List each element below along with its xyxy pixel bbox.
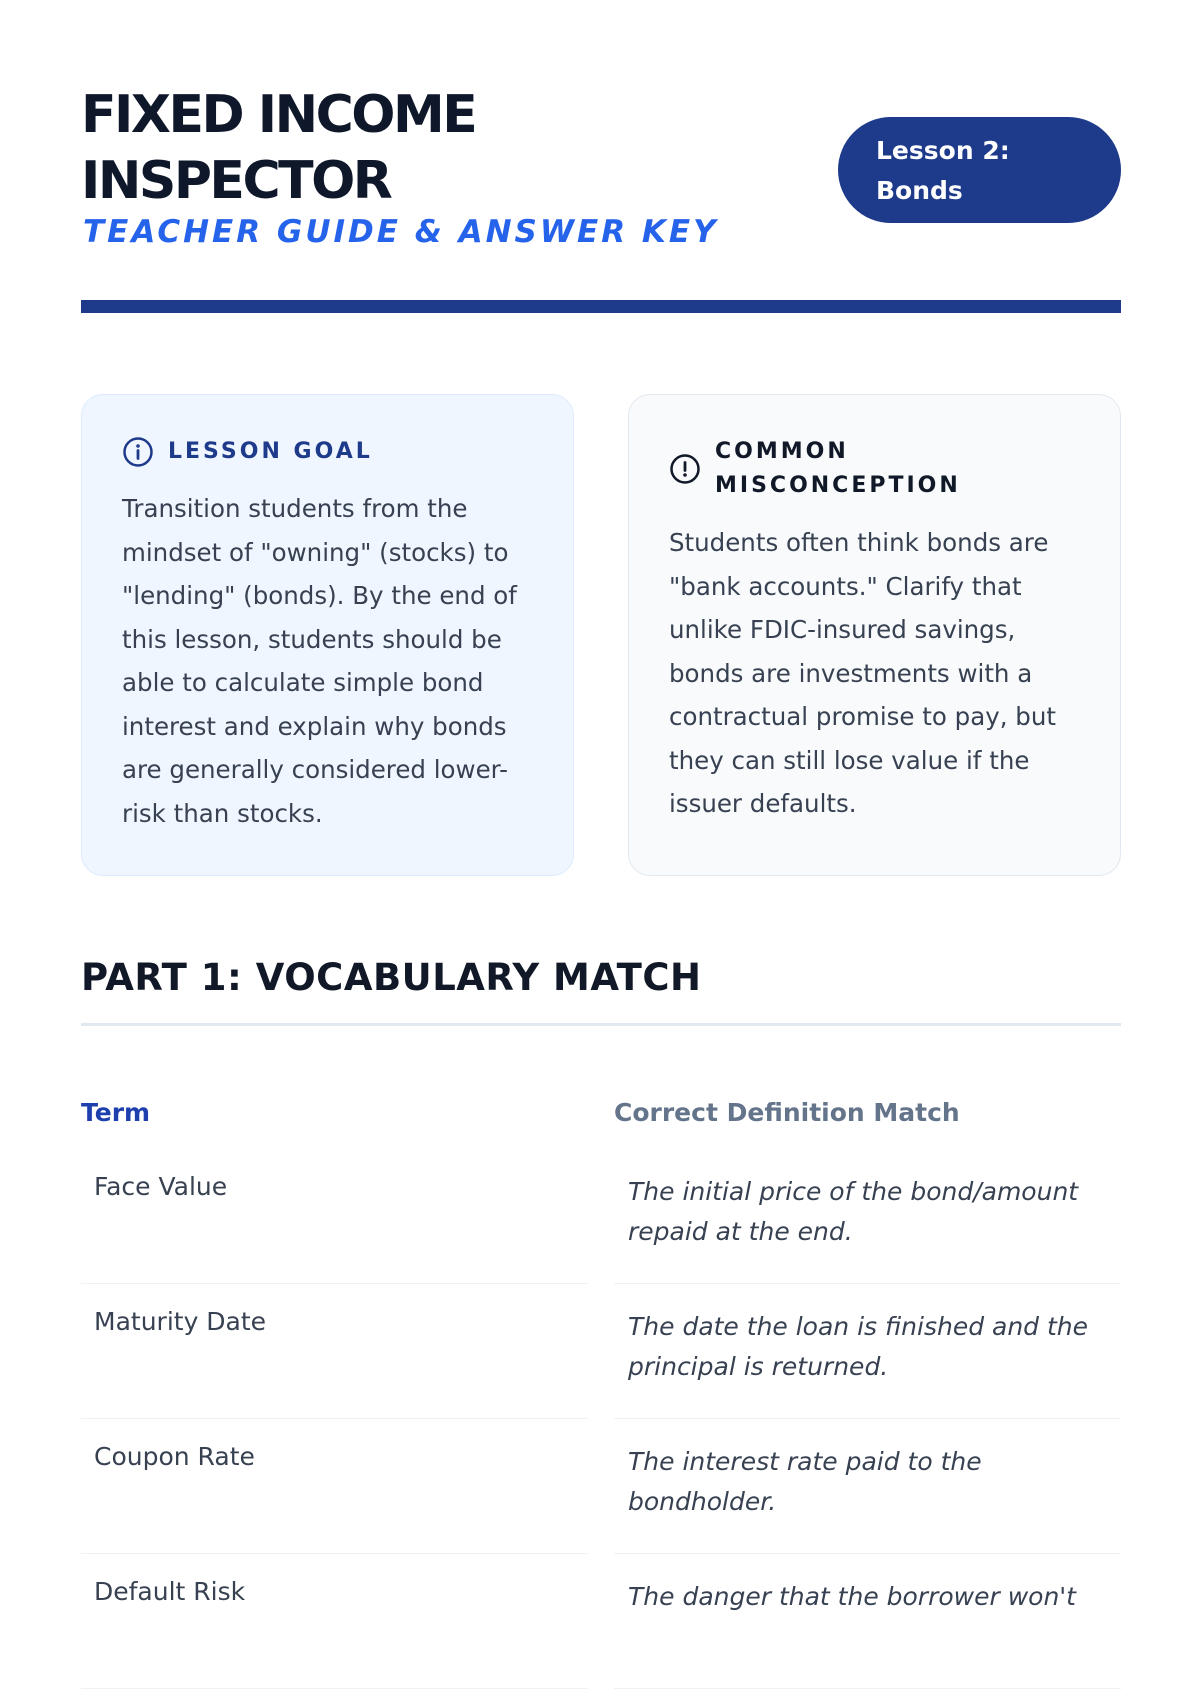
vocabulary-table <box>81 1080 1121 1690</box>
table-row <box>81 1285 1121 1420</box>
misconception-label-line-1: COMMON <box>715 439 849 464</box>
lesson-goal-card <box>81 394 574 876</box>
definition-cell: The interest rate paid to the bondholder. <box>614 1420 1121 1554</box>
page-header <box>81 0 1121 314</box>
misconception-label <box>715 435 961 503</box>
lesson-badge-line-1: Lesson 2: <box>876 136 1010 165</box>
table-row <box>81 1150 1121 1285</box>
lesson-badge-line-2: Bonds <box>876 176 963 205</box>
definition-cell: The danger that the borrower won't <box>614 1555 1121 1689</box>
title-line-2: INSPECTOR <box>81 151 391 211</box>
info-icon <box>122 436 154 468</box>
misconception-card <box>628 394 1121 876</box>
misconception-label-line-2: MISCONCEPTION <box>715 473 961 498</box>
alert-icon <box>669 453 701 485</box>
column-header-term: Term <box>81 1098 151 1127</box>
term-cell: Maturity Date <box>81 1285 588 1419</box>
column-header-definition: Correct Definition Match <box>614 1098 960 1127</box>
header-divider <box>81 300 1121 313</box>
definition-cell: The date the loan is finished and the principal is returned. <box>614 1285 1121 1419</box>
misconception-header <box>669 435 1080 503</box>
page-subtitle: TEACHER GUIDE & ANSWER KEY <box>83 214 719 250</box>
section-title: PART 1: VOCABULARY MATCH <box>81 956 702 999</box>
lesson-badge <box>838 117 1121 223</box>
page-title <box>81 82 641 214</box>
table-header-row <box>81 1080 1121 1150</box>
term-cell: Face Value <box>81 1150 588 1284</box>
table-row <box>81 1555 1121 1690</box>
guide-page <box>81 0 1121 1611</box>
section-divider <box>81 1023 1121 1026</box>
lesson-goal-text: Transition students from the mindset of "owning" (stocks) to "lending" (bonds). By the end of this lesson, students should be able to calculate simple bond interest and explain why bonds are generally considered lower-risk than stocks. <box>122 494 517 828</box>
table-row <box>81 1420 1121 1555</box>
misconception-text: Students often think bonds are "bank accounts." Clarify that unlike FDIC-insured savings, bonds are investments with a contractual promise to pay, but they can still lose value if the issuer defaults. <box>669 528 1056 818</box>
term-cell: Coupon Rate <box>81 1420 588 1554</box>
title-line-1: FIXED INCOME <box>81 85 476 145</box>
definition-cell: The initial price of the bond/amount repaid at the end. <box>614 1150 1121 1284</box>
lesson-goal-header <box>122 435 533 469</box>
term-cell: Default Risk <box>81 1555 588 1689</box>
info-cards <box>81 394 1121 876</box>
lesson-goal-label: LESSON GOAL <box>168 439 373 464</box>
